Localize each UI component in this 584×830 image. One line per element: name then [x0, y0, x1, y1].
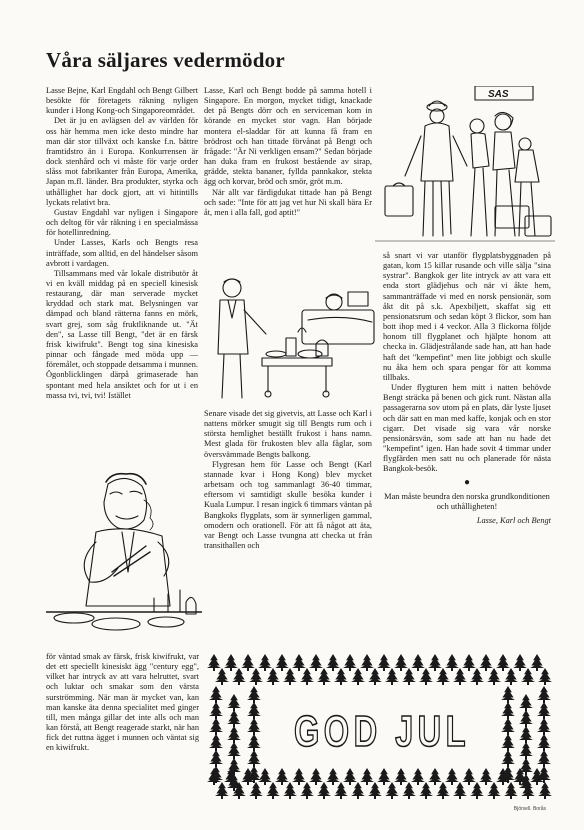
christmas-tree-icon [247, 734, 261, 748]
christmas-tree-icon [487, 668, 501, 682]
christmas-tree-icon [445, 654, 459, 668]
christmas-tree-icon [385, 668, 399, 682]
paragraph: för väntad smak av färsk, frisk kiwifrukt, var det ett speciellt kinesiskt ägg "century egg", vilket har intryck av att vara helruttet, svart och luktar och smakar som den värsta surströmming. När man är mycket van, kan man kanske äta denna specialitet med ginger till, men många gillar det inte alls och man kan förstå, att Bengt reagerade starkt, när han fick det ruttna ägget i munnen och väntat sig en kiwifrukt. [46, 652, 199, 753]
christmas-tree-icon [343, 768, 357, 782]
restaurant-man-eating-illustration [46, 472, 202, 644]
christmas-tree-icon [428, 768, 442, 782]
christmas-tree-icon [283, 668, 297, 682]
christmas-tree-icon [247, 750, 261, 764]
christmas-tree-icon [501, 734, 515, 748]
print-credit: Björsell. Borås [513, 806, 546, 812]
christmas-tree-icon [411, 654, 425, 668]
christmas-tree-icon [351, 668, 365, 682]
paragraph: När allt var färdigdukat tittade han på Bengt och sade: "Inte för att jag vet hur Ni skall bära Er åt, men i alla fall, god aptit!" [204, 187, 372, 217]
christmas-tree-icon [385, 782, 399, 796]
column-3 [383, 251, 551, 526]
christmas-tree-icon [538, 782, 552, 796]
christmas-tree-icon [309, 654, 323, 668]
christmas-tree-icon [275, 768, 289, 782]
christmas-tree-icon [292, 768, 306, 782]
christmas-tree-icon [537, 750, 551, 764]
christmas-tree-icon [537, 686, 551, 700]
christmas-tree-icon [209, 750, 223, 764]
christmas-tree-icon [530, 654, 544, 668]
paragraph: så snart vi var utanför flygplatsbyggnaden på gatan, kom 15 killar rusande och ville sälja "sina systrar". Bangkok ger lite intryck av att vara ett enda stort glädjehus och när vi åkte hem, sammanträffade vi med en norsk pensionär, som åkt dit på s.k. Apexbiljett, skaffat sig ett pensionatsrum och sedan köpt 3 flickor, som han bott ihop med i 4 veckor. Alla 3 flickorna följde honom till flygplanet och hjälpte honom att checka in. Glädjestrålande sade han, att han hade haft det "kempefint" men lite jobbigt och skulle nu åka hem och spara pengar för att komma tillbaks. [383, 251, 551, 382]
christmas-tree-icon [209, 718, 223, 732]
christmas-tree-icon [215, 668, 229, 682]
christmas-tree-icon [513, 654, 527, 668]
christmas-tree-icon [519, 694, 533, 708]
christmas-tree-icon [360, 654, 374, 668]
christmas-tree-icon [537, 734, 551, 748]
christmas-tree-icon [209, 734, 223, 748]
christmas-tree-icon [249, 668, 263, 682]
christmas-tree-icon [501, 718, 515, 732]
god-jul-text: GOD JUL [294, 707, 470, 756]
christmas-tree-icon [247, 686, 261, 700]
christmas-tree-icon [419, 782, 433, 796]
christmas-tree-icon [317, 782, 331, 796]
christmas-tree-icon [519, 742, 533, 756]
christmas-tree-icon [377, 768, 391, 782]
christmas-tree-icon [227, 710, 241, 724]
christmas-tree-icon [445, 768, 459, 782]
paragraph: Det är ju en avlägsen del av världen för oss här hemma men icke desto mindre har man där stor tillväxt och kanske f.n. bättre framtidstro än i Europa. Konkurrensen är dock stenhård och vi måste för varje order slåss mot fabrikanter från Europa, Amerika, Japan m.fl. länder. Bra produkter, styrka och uthållighet har dock gjort, att vi hitintills lyckats relativt bra. [46, 116, 198, 207]
column-1-top [46, 86, 198, 401]
column-2-bottom [204, 409, 372, 551]
paragraph: Gustav Engdahl var nyligen i Singapore och deltog för vår räkning i en specialmässa för hotellinredning. [46, 207, 198, 238]
christmas-tree-icon [419, 668, 433, 682]
sas-sign-text: SAS [488, 89, 509, 100]
christmas-tree-icon [537, 702, 551, 716]
article-title: Våra säljares vedermödor [46, 48, 285, 72]
christmas-tree-icon [462, 768, 476, 782]
christmas-tree-icon [394, 654, 408, 668]
christmas-tree-icon [538, 668, 552, 682]
paragraph: Lasse, Karl och Bengt bodde på samma hotell i Singapore. En morgon, mycket tidigt, knackade det på Bengts dörr och en serviceman kom in körande en mycket stor vagn. Han började montera el-sladdar för att kunna få fram en brödrost och han tittade förvånat på Bengt och frågade: "Är Ni verkligen ensam?" Sedan började han duka fram en frukost bestående av sirap, grädde, stekta bananer, fyllda pannkakor, stekta ägg och korvar, bröd och smör, gröt m.m. [204, 86, 372, 187]
christmas-tree-icon [537, 718, 551, 732]
christmas-tree-icon [428, 654, 442, 668]
christmas-tree-icon [351, 782, 365, 796]
christmas-tree-icon [227, 694, 241, 708]
christmas-tree-icon [504, 782, 518, 796]
christmas-tree-icon [300, 668, 314, 682]
christmas-tree-icon [326, 768, 340, 782]
christmas-tree-icon [258, 654, 272, 668]
christmas-tree-icon [368, 782, 382, 796]
column-2-top [204, 86, 372, 218]
christmas-tree-icon [317, 668, 331, 682]
christmas-tree-icon [300, 782, 314, 796]
god-jul-banner [204, 650, 556, 800]
christmas-tree-icon [227, 726, 241, 740]
paragraph: Senare visade det sig givetvis, att Lasse och Karl i nattens mörker smugit sig till Bengts rum och i största hemlighet beställt frukost i hans namn. Mest glada för frukosten blev alla fåglar, som översvämmade Bengts balkong. [204, 409, 372, 459]
christmas-tree-icon [501, 702, 515, 716]
christmas-tree-icon [470, 782, 484, 796]
christmas-tree-icon [249, 782, 263, 796]
paragraph: Under flygturen hem mitt i natten behövde Bengt sträcka på benen och gick runt. Nästan alla passagerarna sov utom på en plats, där lyste ljuset och där satt en man med kaffe, konjak och en stor cigarr. Det visade sig vara vår norske pensionärsvän, som sade att han nu hade det "kempefint" igen. Han hade sovit 4 timmar under flygfärden men satt nu och planerade för nästa Bangkok-besök. [383, 383, 551, 474]
paragraph: Flygresan hem för Lasse och Bengt (Karl stannade kvar i Hong Kong) blev mycket arbetsam och tog sammanlagt 36-40 timmar, eftersom vi samtidigt skulle besöka kunder i Kuala Lumpur. I resan ingick 6 timmars väntan på Bangkoks flygplats, som är synnerligen gammal, omodern och orationell. För att få något att äta, var Bengt och Lasse tvungna att checka ut från transithallen och [204, 459, 372, 551]
christmas-tree-icon [453, 668, 467, 682]
christmas-tree-icon [326, 654, 340, 668]
column-1-bottom [46, 652, 199, 754]
christmas-tree-icon [377, 654, 391, 668]
travelers-airport-illustration [375, 86, 555, 246]
christmas-tree-icon [462, 654, 476, 668]
christmas-tree-icon [209, 702, 223, 716]
christmas-tree-icon [266, 668, 280, 682]
christmas-tree-icon [224, 654, 238, 668]
christmas-tree-icon [436, 782, 450, 796]
christmas-tree-icon [496, 654, 510, 668]
christmas-tree-icon [521, 668, 535, 682]
paragraph: Lasse Bejne, Karl Engdahl och Bengt Gilbert besökte för företagets räkning nyligen kunder i Hong Kong-och Singaporeområdet. [46, 86, 198, 116]
paragraph: Tillsammans med vår lokale distributör åt vi en kväll middag på en speciell kinesisk restaurang, där man serverade mycket kryddad och stark mat. Belysningen var dämpad och bland rätterna fanns en mörk, svart grej, som såg fruktliknande ut. "Ät den", sa Lasse till Bengt, "det är en färsk frisk kiwifrukt". Bengt tog sina kinesiska pinnar och fångade med möda upp — föremålet, och stoppade detsamma i munnen. Ögonblicklingen därpå grimaserade han spontant med hela ansiktet och for ut i en massa tvi, tvi, tvi! Istället [46, 268, 198, 400]
christmas-tree-icon [436, 668, 450, 682]
christmas-tree-icon [394, 768, 408, 782]
christmas-tree-icon [479, 768, 493, 782]
christmas-tree-icon [232, 668, 246, 682]
christmas-tree-icon [334, 668, 348, 682]
christmas-tree-icon [519, 710, 533, 724]
paragraph: Under Lasses, Karls och Bengts resa inträffade, som alltid, en del händelser såsom avbrott i vardagen. [46, 238, 198, 268]
bullet-separator: ● [463, 477, 471, 489]
christmas-tree-icon [501, 750, 515, 764]
closing-remark: Man måste beundra den norska grundkonditionen och uthålligheten! [384, 491, 550, 511]
christmas-tree-icon [283, 782, 297, 796]
christmas-tree-icon [247, 702, 261, 716]
signature: Lasse, Karl och Bengt [476, 515, 551, 525]
christmas-tree-icon [247, 718, 261, 732]
christmas-tree-icon [275, 654, 289, 668]
christmas-tree-icon [292, 654, 306, 668]
christmas-tree-icon [411, 768, 425, 782]
christmas-tree-icon [241, 654, 255, 668]
christmas-tree-icon [368, 668, 382, 682]
christmas-tree-icon [209, 686, 223, 700]
christmas-tree-icon [487, 782, 501, 796]
christmas-tree-icon [519, 726, 533, 740]
christmas-tree-icon [501, 686, 515, 700]
christmas-tree-icon [227, 742, 241, 756]
christmas-tree-icon [227, 758, 241, 772]
christmas-tree-icon [479, 654, 493, 668]
christmas-tree-icon [453, 782, 467, 796]
christmas-tree-icon [343, 654, 357, 668]
christmas-tree-icon [266, 782, 280, 796]
christmas-tree-icon [215, 782, 229, 796]
christmas-tree-icon [470, 668, 484, 682]
hotel-breakfast-illustration [212, 274, 376, 402]
christmas-tree-icon [334, 782, 348, 796]
christmas-tree-icon [504, 668, 518, 682]
christmas-tree-icon [309, 768, 323, 782]
christmas-tree-icon [360, 768, 374, 782]
christmas-tree-icon [207, 654, 221, 668]
christmas-tree-icon [402, 668, 416, 682]
christmas-tree-icon [402, 782, 416, 796]
